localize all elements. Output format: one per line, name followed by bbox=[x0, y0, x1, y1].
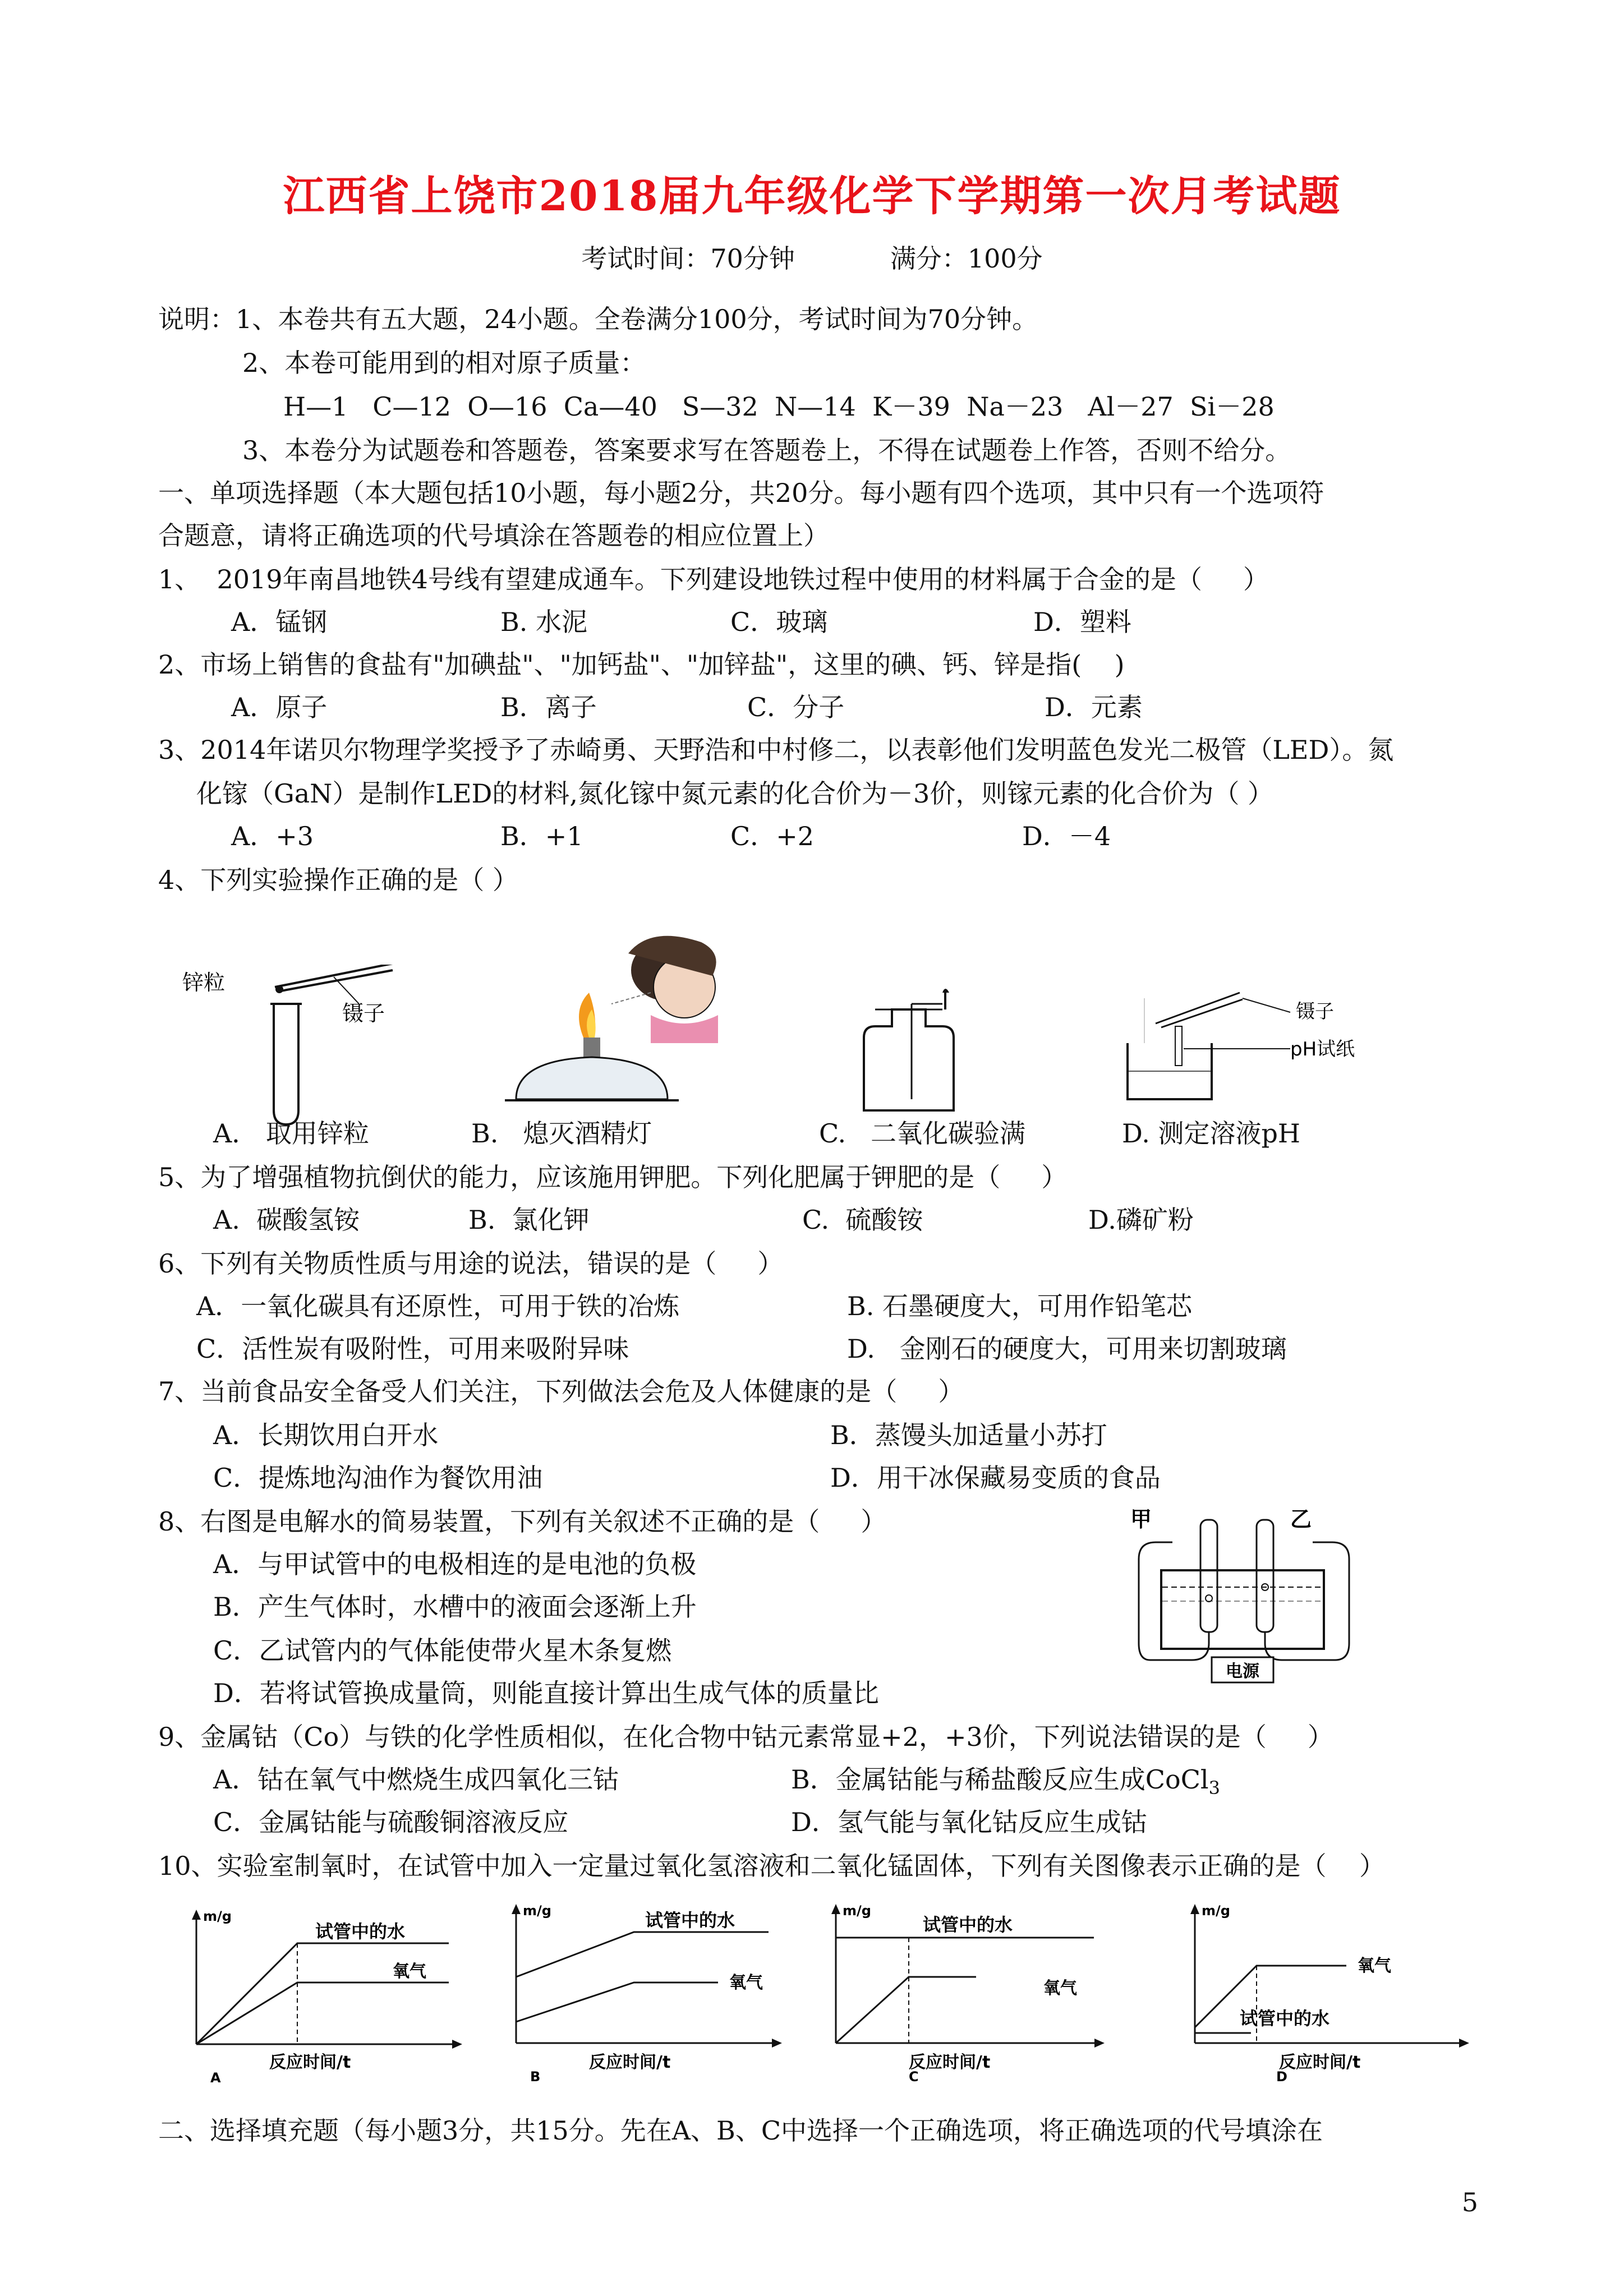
graph-b-ylabel: m/g bbox=[523, 1903, 551, 1919]
exam-time: 考试时间：70分钟 bbox=[581, 243, 795, 274]
q1-option-d: D．塑料 bbox=[1033, 607, 1131, 637]
q6-option-a: A．一氧化碳具有还原性，可用于铁的冶炼 bbox=[196, 1291, 680, 1321]
zinc-label: 锌粒 bbox=[182, 970, 226, 995]
graph-c bbox=[825, 1898, 1111, 2083]
q6-option-b: B. 石墨硬度大，可用作铅笔芯 bbox=[847, 1291, 1193, 1321]
q1-option-a: A．锰钢 bbox=[231, 607, 328, 637]
q6-option-d: D. 金刚石的硬度大，可用来切割玻璃 bbox=[847, 1334, 1287, 1364]
q9-option-c: C．金属钴能与硫酸铜溶液反应 bbox=[213, 1807, 569, 1837]
q2-option-d: D．元素 bbox=[1045, 692, 1143, 722]
graph-a-oxygen-label: 氧气 bbox=[393, 1962, 426, 1981]
q5-option-b: B. 氯化钾 bbox=[468, 1205, 590, 1235]
section1-heading: 一、单项选择题（本大题包括10小题，每小题2分，共20分。每小题有四个选项，其中只有一个选项符 bbox=[158, 478, 1324, 508]
graph-d-ylabel: m/g bbox=[1202, 1903, 1230, 1919]
q4-option-b: B. 熄灭酒精灯 bbox=[471, 1118, 652, 1149]
q9-option-d: D．氢气能与氧化钴反应生成钴 bbox=[791, 1807, 1147, 1837]
graph-c-xlabel: 反应时间/t bbox=[909, 2053, 991, 2072]
graph-d bbox=[1184, 1898, 1475, 2083]
power-label: 电源 bbox=[1226, 1662, 1259, 1681]
q9-option-b-sub: 3 bbox=[1208, 1777, 1220, 1799]
graph-a bbox=[185, 1904, 466, 2083]
q3-option-b: B．+1 bbox=[500, 821, 583, 851]
co2-bottle-figure bbox=[853, 987, 993, 1116]
q3-option-d: D．－4 bbox=[1022, 821, 1111, 851]
q4-stem: 4、下列实验操作正确的是（ ） bbox=[158, 865, 518, 895]
graph-d-letter: D bbox=[1276, 2069, 1287, 2083]
section2-heading: 二、选择填充题（每小题3分，共15分。先在A、B、C中选择一个正确选项，将正确选项的代号填涂在 bbox=[158, 2115, 1323, 2146]
q8-option-d: D．若将试管换成量筒，则能直接计算出生成气体的质量比 bbox=[213, 1678, 879, 1708]
ph-tweezers-label: 镊子 bbox=[1296, 1001, 1334, 1023]
q5-option-a: A. 碳酸氢铵 bbox=[213, 1205, 360, 1235]
q8-option-b: B．产生气体时，水槽中的液面会逐渐上升 bbox=[213, 1592, 697, 1622]
q1-option-c: C．玻璃 bbox=[730, 607, 828, 637]
page-title: 江西省上饶市2018届九年级化学下学期第一次月考试题 bbox=[283, 172, 1341, 220]
ph-paper-label: pH试纸 bbox=[1290, 1038, 1355, 1061]
q3-stem-cont: 化镓（GaN）是制作LED的材料,氮化镓中氮元素的化合价为－3价，则镓元素的化合价为（ ） bbox=[196, 778, 1273, 809]
tube-yi-label: 乙 bbox=[1290, 1507, 1312, 1532]
graph-c-oxygen-label: 氧气 bbox=[1043, 1979, 1077, 1998]
page-number: 5 bbox=[1461, 2187, 1478, 2217]
alcohol-lamp-figure bbox=[482, 920, 774, 1105]
q7-stem: 7、当前食品安全备受人们关注，下列做法会危及人体健康的是（ ） bbox=[158, 1376, 964, 1407]
section1-heading-cont: 合题意，请将正确选项的代号填涂在答题卷的相应位置上） bbox=[158, 520, 829, 551]
graph-b-xlabel: 反应时间/t bbox=[589, 2053, 671, 2072]
q3-stem: 3、2014年诺贝尔物理学奖授予了赤崎勇、天野浩和中村修二，以表彰他们发明蓝色发光二极管（LED）。氮 bbox=[158, 735, 1394, 765]
full-score: 满分：100分 bbox=[890, 243, 1043, 274]
q7-option-c: C．提炼地沟油作为餐饮用油 bbox=[213, 1463, 543, 1493]
graph-d-water-label: 试管中的水 bbox=[1240, 2008, 1330, 2029]
graph-b-water-label: 试管中的水 bbox=[645, 1910, 735, 1931]
q8-option-a: A．与甲试管中的电极相连的是电池的负极 bbox=[213, 1549, 697, 1579]
graph-d-xlabel: 反应时间/t bbox=[1279, 2053, 1361, 2072]
q7-option-d: D．用干冰保藏易变质的食品 bbox=[830, 1463, 1161, 1493]
graph-a-water-label: 试管中的水 bbox=[315, 1921, 406, 1942]
graph-b-oxygen-label: 氧气 bbox=[729, 1973, 763, 1993]
q4-option-a: A． 取用锌粒 bbox=[213, 1118, 369, 1149]
note-2: 2、本卷可能用到的相对原子质量： bbox=[242, 348, 646, 378]
ph-test-figure bbox=[1122, 987, 1436, 1110]
q2-option-c: C．分子 bbox=[747, 692, 845, 722]
q6-stem: 6、下列有关物质性质与用途的说法，错误的是（ ） bbox=[158, 1248, 784, 1279]
graph-a-letter: A bbox=[210, 2070, 221, 2083]
graph-b-letter: B bbox=[530, 2069, 541, 2083]
q5-option-d: D.磷矿粉 bbox=[1088, 1205, 1194, 1235]
electrolysis-figure bbox=[1128, 1503, 1363, 1688]
q4-option-c: C. 二氧化碳验满 bbox=[819, 1118, 1026, 1149]
zinc-tweezers-figure bbox=[180, 965, 438, 1133]
q7-option-b: B．蒸馒头加适量小苏打 bbox=[830, 1420, 1107, 1450]
graph-b bbox=[505, 1898, 785, 2083]
q2-stem: 2、市场上销售的食盐有"加碘盐"、"加钙盐"、"加锌盐"，这里的碘、钙、锌是指( ) bbox=[158, 649, 1125, 680]
graph-c-letter: C bbox=[909, 2069, 919, 2083]
q2-option-a: A．原子 bbox=[231, 692, 328, 722]
q4-option-d: D. 测定溶液pH bbox=[1122, 1118, 1301, 1149]
q9-option-a: A．钴在氧气中燃烧生成四氧化三钴 bbox=[213, 1764, 619, 1795]
graph-a-xlabel: 反应时间/t bbox=[269, 2053, 351, 2072]
q3-option-c: C．+2 bbox=[730, 821, 815, 851]
note-1: 说明：1、本卷共有五大题，24小题。全卷满分100分，考试时间为70分钟。 bbox=[158, 304, 1038, 334]
q6-option-c: C．活性炭有吸附性，可用来吸附异味 bbox=[196, 1334, 629, 1364]
graph-c-water-label: 试管中的水 bbox=[923, 1914, 1013, 1935]
q10-stem: 10、实验室制氧时，在试管中加入一定量过氧化氢溶液和二氧化锰固体，下列有关图像表示正确的是（ ） bbox=[158, 1851, 1386, 1881]
q1-stem: 1、 2019年南昌地铁4号线有望建成通车。下列建设地铁过程中使用的材料属于合金的是（ ） bbox=[158, 564, 1269, 594]
q8-option-c: C．乙试管内的气体能使带火星木条复燃 bbox=[213, 1635, 672, 1666]
atomic-masses: H—1 C—12 O—16 Ca—40 S—32 N—14 K－39 Na－23 Al－27 Si－28 bbox=[283, 391, 1275, 422]
note-3: 3、本卷分为试题卷和答题卷，答案要求写在答题卷上，不得在试题卷上作答，否则不给分。 bbox=[242, 435, 1291, 465]
graph-c-ylabel: m/g bbox=[843, 1903, 871, 1919]
exam-info bbox=[0, 242, 1624, 275]
graph-a-ylabel: m/g bbox=[203, 1908, 232, 1924]
q5-stem: 5、为了增强植物抗倒伏的能力，应该施用钾肥。下列化肥属于钾肥的是（ ） bbox=[158, 1162, 1068, 1192]
graph-d-oxygen-label: 氧气 bbox=[1358, 1956, 1391, 1976]
tweezers-label: 镊子 bbox=[342, 1001, 385, 1026]
q3-option-a: A．+3 bbox=[231, 821, 314, 851]
q5-option-c: C. 硫酸铵 bbox=[802, 1205, 923, 1235]
q9-option-b-text: B．金属钴能与稀盐酸反应生成CoCl bbox=[791, 1764, 1209, 1795]
q2-option-b: B．离子 bbox=[500, 692, 597, 722]
q8-stem: 8、右图是电解水的简易装置，下列有关叙述不正确的是（ ） bbox=[158, 1506, 887, 1537]
q9-option-b bbox=[791, 1763, 1220, 1804]
q1-option-b: B. 水泥 bbox=[500, 607, 588, 637]
q7-option-a: A．长期饮用白开水 bbox=[213, 1420, 439, 1450]
q9-stem: 9、金属钴（Co）与铁的化学性质相似，在化合物中钴元素常显+2，+3价，下列说法错误的是（ ） bbox=[158, 1722, 1333, 1752]
tube-jia-label: 甲 bbox=[1130, 1507, 1152, 1532]
